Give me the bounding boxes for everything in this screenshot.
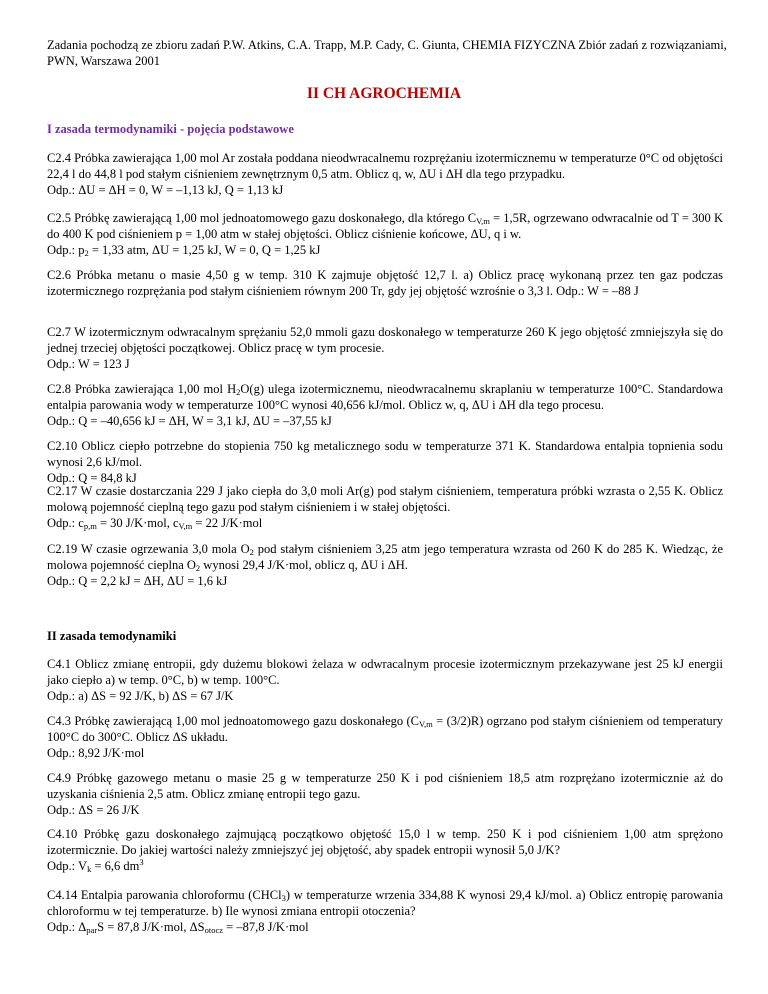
problem-answer: Odp.: 8,92 J/K·mol <box>47 746 145 760</box>
problem-text: C2.7 W izotermicznym odwracalnym sprężaniu 52,0 mmoli gazu doskonałego w temperaturze 260 K jego objętość zmniejszyła się do jednej trzeciej objętości początkowej. Oblicz pracę w tym procesie. <box>47 325 723 355</box>
problem-c2-8 <box>47 381 723 429</box>
problem-c4-1 <box>47 656 723 704</box>
problem-c2-7 <box>47 324 723 372</box>
problem-text: C4.9 Próbkę gazowego metanu o masie 25 g w temperaturze 250 K i pod ciśnieniem 18,5 atm rozprężano izotermicznie aż do uzyskania ciśnienia 2,5 atm. Oblicz zmianę entropii tego gazu. <box>47 771 723 801</box>
section-heading-second-law: II zasada temodynamiki <box>47 629 177 643</box>
problem-answer: Odp.: W = 123 J <box>47 357 130 371</box>
problem-text: C4.1 Oblicz zmianę entropii, gdy dużemu blokowi żelaza w odwracalnym procesie izotermicznym przekazywane jest 25 kJ energii jako ciepło a) w temp. 0°C, b) w temp. 100°C. <box>47 657 723 687</box>
problem-c4-14 <box>47 887 723 935</box>
problem-answer: Odp.: Q = 2,2 kJ = ΔH, ΔU = 1,6 kJ <box>47 574 228 588</box>
problem-c2-5 <box>47 210 723 258</box>
problem-text: C4.10 Próbkę gazu doskonałego zajmującą początkowo objętość 15,0 l w temp. 250 K i pod ciśnieniem 1,00 atm sprężono izotermicznie. Do jakiej wartości należy zmniejszyć jej objętość, aby spadek entropii wynosił 5,0 J/K? <box>47 827 723 857</box>
problem-text: C2.8 Próbka zawierająca 1,00 mol $H_2O(g)$ ulega izotermicznemu, nieodwracalnemu skraplaniu w temperaturze 100°C. Standardowa entalpia parowania wody w temperaturze 100°C wynosi 40,656 kJ/mol. Oblicz w, q, ΔU i ΔH dla tego procesu. <box>47 382 724 412</box>
problem-answer: Odp.: Q = 84,8 kJ <box>47 471 137 485</box>
source-note: Zadania pochodzą ze zbioru zadań P.W. Atkins, C.A. Trapp, M.P. Cady, C. Giunta, CHEMIA FIZYCZNA Zbiór zadań z rozwiązaniami, PWN, Warszawa 2001 <box>47 38 727 69</box>
problem-text: C4.3 Próbkę zawierającą 1,00 mol jednoatomowego gazu doskonałego $(C_{V,m} = (3/2)R)$ ogrzano pod stałym ciśnieniem od temperatury 100°C do 300°C. Oblicz ΔS układu. <box>47 714 723 744</box>
problem-text: C2.5 Próbkę zawierającą 1,00 mol jednoatomowego gazu doskonałego, dla którego $C_{V,m} = 1,5R$, ogrzewano odwracalnie od T = 300 K do 400 K pod ciśnieniem p = 1,00 atm w stałej objętości. Oblicz ciśnienie końcowe, ΔU, q i w. <box>47 211 723 241</box>
problem-c2-4 <box>47 150 723 198</box>
problem-answer: Odp.: $p_2 = 1,33$ atm, ΔU = 1,25 kJ, W = 0, Q = 1,25 kJ <box>47 243 321 258</box>
problem-c4-3 <box>47 713 723 761</box>
problem-answer: Odp.: ΔS = 26 J/K <box>47 803 140 817</box>
problem-text: C2.10 Oblicz ciepło potrzebne do stopienia 750 kg metalicznego sodu w temperaturze 371 K. Standardowa entalpia topnienia sodu wynosi 2,6 kJ/mol. <box>47 439 723 469</box>
page-title: II CH AGROCHEMIA <box>306 85 462 102</box>
problem-answer: Odp.: $c_{p,m} = 30$ J/K·mol, $c_{V,m} = 22$ J/K·mol <box>47 516 263 531</box>
problem-c2-10 <box>47 438 723 486</box>
problem-answer: Odp.: a) ΔS = 92 J/K, b) ΔS = 67 J/K <box>47 689 234 703</box>
problem-text: C2.17 W czasie dostarczania 229 J jako ciepła do 3,0 moli Ar(g) pod stałym ciśnieniem, temperatura próbki wzrasta o 2,55 K. Oblicz molową pojemność cieplną tego gazu pod stałym ciśnieniem i w stałej objętości. <box>47 484 723 514</box>
problem-answer: Odp.: $\Delta_{par}S = 87,8$ J/K·mol, $\Delta S_{otocz} = -87,8$ J/K·mol <box>47 920 309 935</box>
problem-answer: Odp.: $V_k = 6,6$ $dm^3$ <box>47 857 144 874</box>
problem-answer: Odp.: ΔU = ΔH = 0, W = –1,13 kJ, Q = 1,13 kJ <box>47 183 284 197</box>
problem-text: C2.6 Próbka metanu o masie 4,50 g w temp. 310 K zajmuje objętość 12,7 l. a) Oblicz pracę wykonaną przez ten gaz podczas izotermicznego rozprężania pod stałym ciśnieniem równym 200 Tr, gdy jej objętość wzrośnie o 3,3 l. Odp.: W = –88 J <box>47 268 723 298</box>
section-heading-first-law: I zasada termodynamiki - pojęcia podstawowe <box>47 122 294 136</box>
problem-text: C2.4 Próbka zawierająca 1,00 mol Ar została poddana nieodwracalnemu rozprężaniu izotermicznemu w temperaturze 0°C od objętości 22,4 l do 44,8 l pod stałym ciśnieniem zewnętrznym 0,5 atm. Oblicz q, w, ΔU i ΔH dla tego przypadku. <box>47 151 723 181</box>
problem-c2-19 <box>47 541 723 589</box>
problem-answer: Odp.: Q = –40,656 kJ = ΔH, W = 3,1 kJ, ΔU = –37,55 kJ <box>47 414 332 428</box>
problem-c4-9 <box>47 770 723 818</box>
problem-text: C4.14 Entalpia parowania chloroformu (CHCl$_3$) w temperaturze wrzenia 334,88 K wynosi 29,4 kJ/mol. a) Oblicz entropię parowania chloroformu w tej temperaturze. b) Ile wynosi zmiana entropii otoczenia? <box>47 888 723 918</box>
problem-c2-17 <box>47 483 723 531</box>
problem-c4-10 <box>47 826 723 874</box>
problem-c2-6 <box>47 267 723 299</box>
problem-text: C2.19 W czasie ogrzewania 3,0 mola $O_2$ pod stałym ciśnieniem 3,25 atm jego temperatura wzrasta od 260 K do 285 K. Wiedząc, że molowa pojemność cieplna $O_2$ wynosi 29,4 J/K·mol, oblicz q, ΔU i ΔH. <box>47 542 723 573</box>
